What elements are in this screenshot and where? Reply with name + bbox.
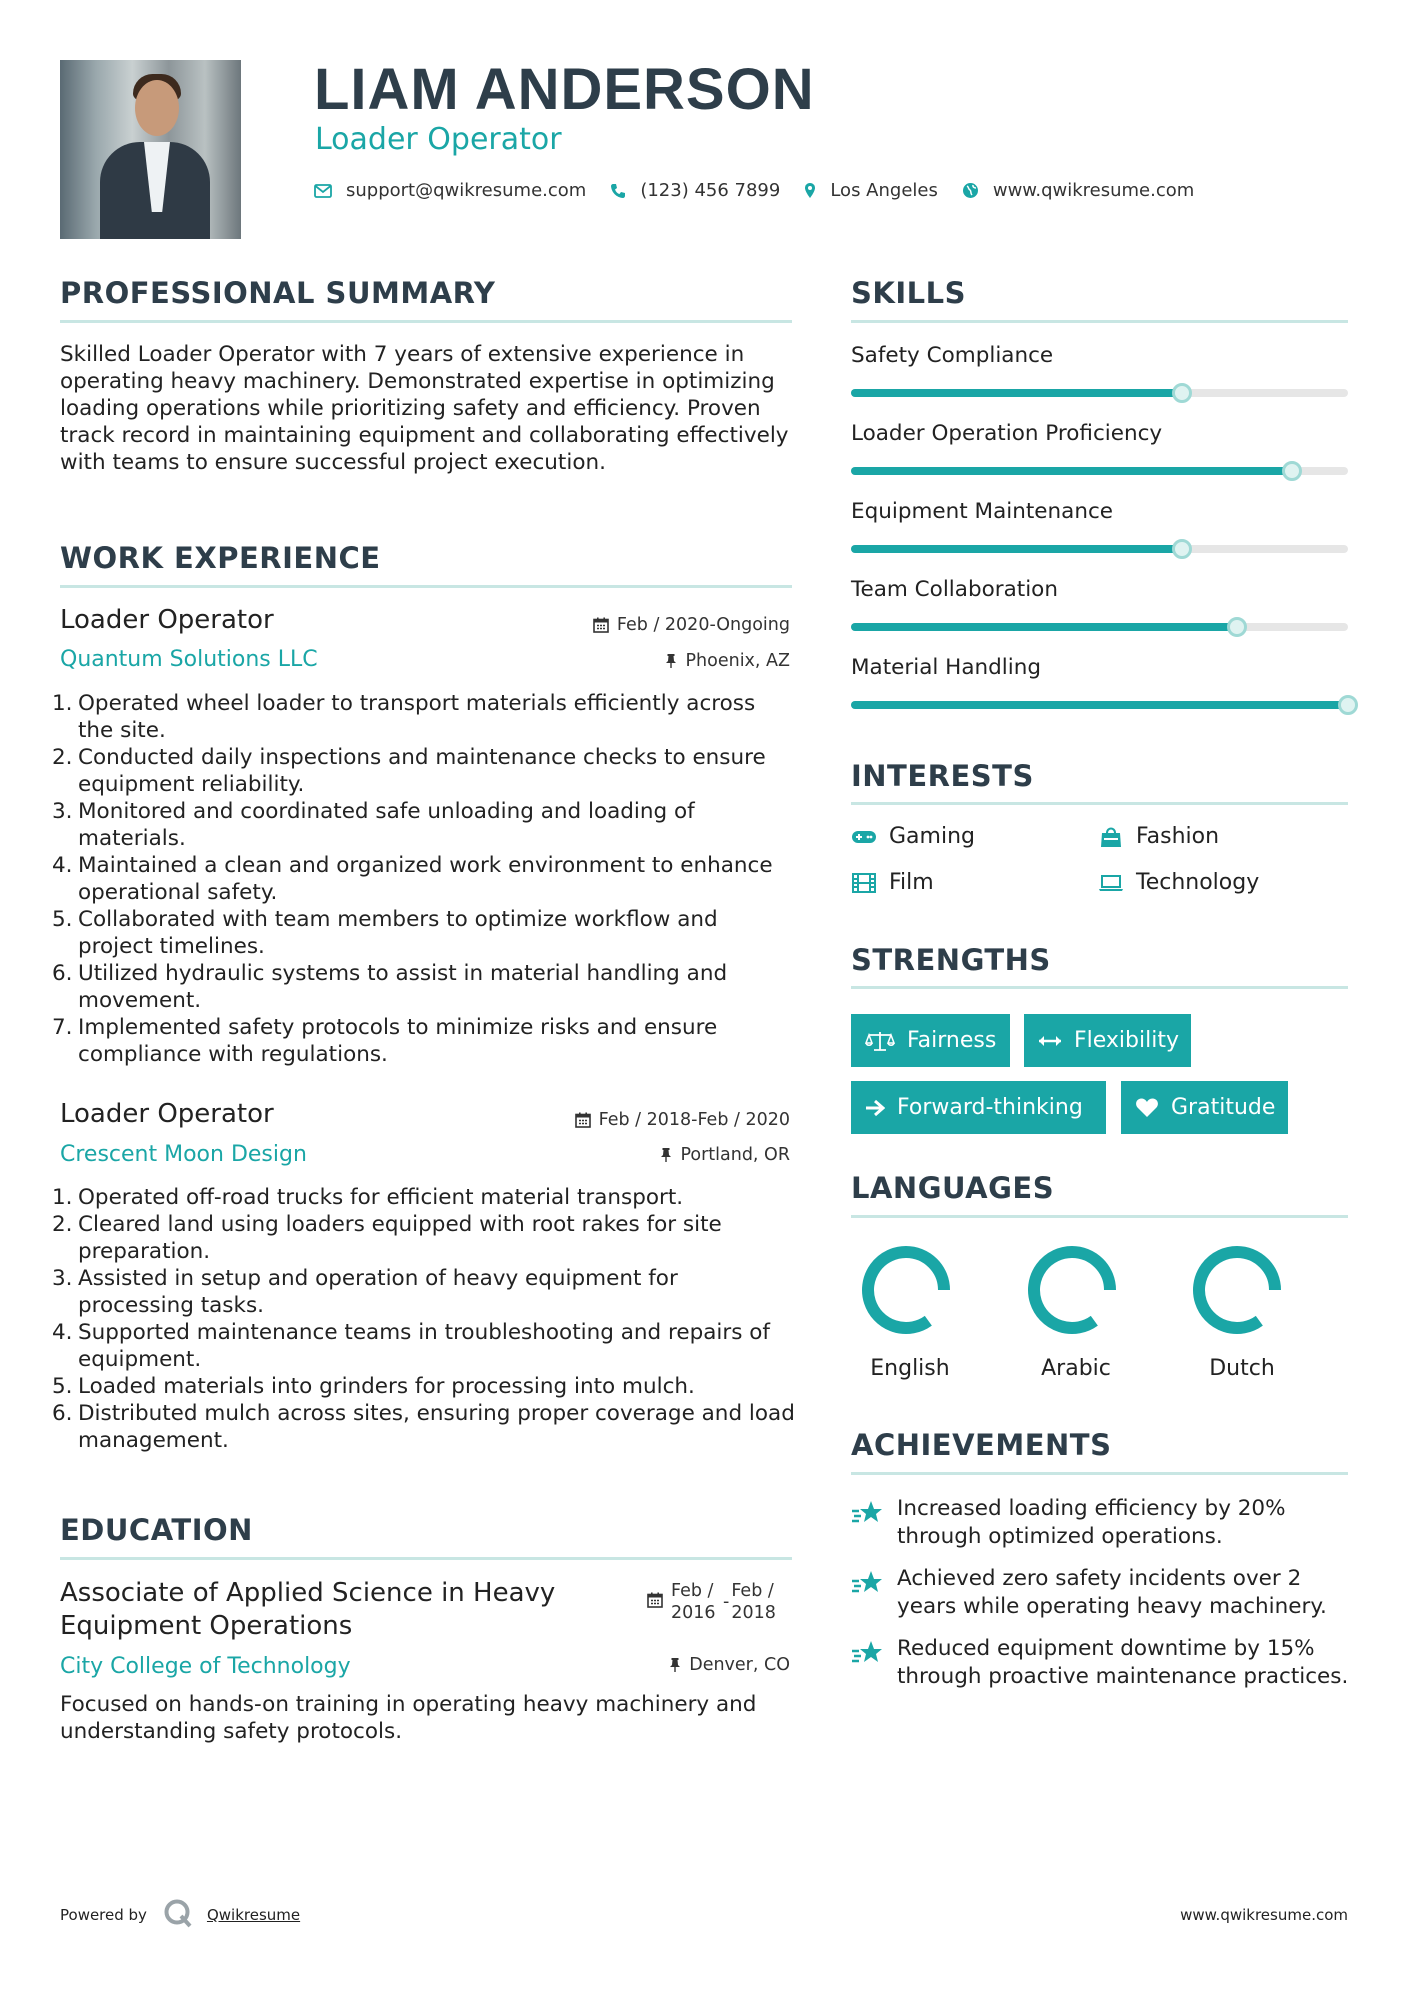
duty-item: 7. Implemented safety protocols to minimize risks and ensure compliance with regulations.	[52, 1015, 718, 1067]
star-award-icon	[851, 1639, 885, 1669]
skill-bar	[851, 623, 1348, 631]
strengths-divider	[851, 986, 1348, 989]
skill-bar-knob	[1227, 617, 1247, 637]
job-1-location-text: Phoenix, AZ	[685, 651, 790, 671]
language-ring	[1187, 1240, 1287, 1340]
pushpin-icon	[665, 653, 677, 669]
job-2-location	[660, 1145, 790, 1165]
interest-label: Technology	[1136, 870, 1260, 895]
pushpin-icon	[660, 1147, 672, 1163]
duty-item: 2. Cleared land using loaders equipped with root rakes for site preparation.	[52, 1212, 722, 1264]
language-ring-arc-tail	[1072, 1252, 1110, 1290]
job-1-role: Loader Operator	[60, 605, 274, 635]
strengths-heading: STRENGTHS	[851, 943, 1051, 977]
achievement-item	[851, 1635, 1351, 1691]
job-1-duties	[52, 690, 795, 1068]
strength-label: Fairness	[907, 1028, 997, 1053]
language-ring-arc	[1034, 1252, 1094, 1328]
qwikresume-logo-icon	[163, 1898, 193, 1932]
footer-website[interactable]: www.qwikresume.com	[1180, 1906, 1348, 1924]
interest-label: Gaming	[889, 824, 975, 849]
arrows-horizontal-icon	[1038, 1034, 1062, 1048]
job-2-company: Crescent Moon Design	[60, 1142, 307, 1167]
skill-label: Material Handling	[851, 655, 1042, 680]
strength-label: Gratitude	[1171, 1095, 1276, 1120]
duty-item: 2. Conducted daily inspections and maintenance checks to ensure equipment reliability.	[52, 745, 766, 797]
achievement-text: Achieved zero safety incidents over 2 years while operating heavy machinery.	[897, 1566, 1327, 1619]
duty-item: 3. Assisted in setup and operation of heavy equipment for processing tasks.	[52, 1266, 678, 1318]
achievement-item	[851, 1495, 1351, 1551]
strength-badge	[851, 1081, 1106, 1134]
summary-divider	[60, 320, 792, 323]
strength-badge	[851, 1014, 1010, 1067]
education-location-text: Denver, CO	[689, 1655, 790, 1675]
interest-item	[1098, 824, 1219, 849]
job-1-location	[665, 651, 790, 671]
language-ring	[1022, 1240, 1122, 1340]
strength-label: Forward-thinking	[897, 1095, 1083, 1120]
contact-website[interactable]: www.qwikresume.com	[992, 180, 1195, 201]
languages-heading: LANGUAGES	[851, 1171, 1055, 1205]
candidate-title: Loader Operator	[315, 122, 562, 157]
strength-label: Flexibility	[1074, 1028, 1179, 1053]
skills-divider	[851, 320, 1348, 323]
achievement-item	[851, 1565, 1351, 1621]
duty-item: 6. Distributed mulch across sites, ensuring proper coverage and load management.	[52, 1401, 795, 1453]
education-heading: EDUCATION	[60, 1513, 253, 1547]
language-ring-arc-tail	[1237, 1252, 1275, 1290]
language-label: English	[870, 1356, 950, 1381]
duty-item: 6. Utilized hydraulic systems to assist in material handling and movement.	[52, 961, 728, 1013]
job-1-dates	[593, 615, 790, 635]
skill-label: Equipment Maintenance	[851, 499, 1113, 524]
education-dates	[647, 1580, 783, 1624]
job-2-role: Loader Operator	[60, 1099, 274, 1129]
job-2-location-text: Portland, OR	[680, 1145, 790, 1165]
interest-item	[851, 870, 934, 895]
education-divider	[60, 1557, 792, 1560]
experience-heading: WORK EXPERIENCE	[60, 541, 381, 575]
achievement-text: Reduced equipment downtime by 15% through proactive maintenance practices.	[897, 1636, 1349, 1689]
duty-item: 4. Supported maintenance teams in troubleshooting and repairs of equipment.	[52, 1320, 770, 1372]
pushpin-icon	[669, 1657, 681, 1673]
education-description: Focused on hands-on training in operating heavy machinery and understanding safety protocols.	[60, 1692, 757, 1744]
job-1-company: Quantum Solutions LLC	[60, 647, 318, 672]
skill-bar-fill	[851, 467, 1292, 475]
skill-bar	[851, 701, 1348, 709]
skill-bar-knob	[1172, 539, 1192, 559]
globe-icon	[962, 182, 979, 199]
language-ring-arc	[868, 1252, 928, 1328]
shopping-bag-icon	[1098, 826, 1124, 848]
language-label: Arabic	[1041, 1356, 1111, 1381]
job-2-dates	[575, 1110, 790, 1130]
qwikresume-link[interactable]: Qwikresume	[206, 1906, 301, 1924]
footer-branding	[60, 1898, 300, 1932]
skill-bar-knob	[1338, 695, 1358, 715]
interest-item	[851, 824, 975, 849]
contact-bar	[314, 180, 1218, 201]
phone-icon	[610, 183, 626, 199]
calendar-icon	[593, 617, 609, 633]
skill-bar-knob	[1282, 461, 1302, 481]
contact-location: Los Angeles	[830, 180, 938, 201]
experience-divider	[60, 585, 792, 588]
job-2-duties	[52, 1184, 795, 1454]
film-icon	[851, 872, 877, 894]
candidate-name: LIAM ANDERSON	[314, 57, 815, 122]
duty-item: 3. Monitored and coordinated safe unloading and loading of materials.	[52, 799, 695, 851]
language-ring-arc-tail	[906, 1252, 944, 1290]
education-location	[669, 1655, 790, 1675]
skills-heading: SKILLS	[851, 276, 966, 310]
language-label: Dutch	[1209, 1356, 1275, 1381]
balance-scale-icon	[865, 1030, 895, 1052]
interests-divider	[851, 802, 1348, 805]
skill-bar-fill	[851, 389, 1182, 397]
education-end: Feb / 2018	[731, 1581, 776, 1623]
interest-item	[1098, 870, 1259, 895]
skill-label: Loader Operation Proficiency	[851, 421, 1163, 446]
profile-photo	[60, 60, 241, 239]
language-ring	[856, 1240, 956, 1340]
strength-badge	[1121, 1081, 1288, 1134]
education-degree: Associate of Applied Science in Heavy Equipment Operations	[60, 1578, 556, 1641]
skill-bar-fill	[851, 545, 1182, 553]
arrow-right-icon	[865, 1099, 885, 1117]
skill-bar-fill	[851, 623, 1237, 631]
skill-label: Team Collaboration	[851, 577, 1058, 602]
date-separator: -	[723, 1592, 730, 1612]
achievements-heading: ACHIEVEMENTS	[851, 1428, 1112, 1462]
star-award-icon	[851, 1499, 885, 1529]
job-1-dates-text: Feb / 2020-Ongoing	[616, 615, 790, 635]
job-2-dates-text: Feb / 2018-Feb / 2020	[598, 1110, 790, 1130]
duty-item: 1. Operated wheel loader to transport materials efficiently across the site.	[52, 691, 756, 743]
skill-bar-knob	[1172, 383, 1192, 403]
location-pin-icon	[804, 182, 816, 199]
calendar-icon	[575, 1112, 591, 1128]
star-award-icon	[851, 1569, 885, 1599]
achievement-text: Increased loading efficiency by 20% through optimized operations.	[897, 1496, 1286, 1549]
duty-item: 5. Loaded materials into grinders for processing into mulch.	[52, 1374, 695, 1399]
education-school: City College of Technology	[60, 1654, 351, 1679]
strength-badge	[1024, 1014, 1191, 1067]
skill-label: Safety Compliance	[851, 343, 1054, 368]
interest-label: Fashion	[1136, 824, 1220, 849]
email-icon	[314, 184, 332, 198]
duty-item: 1. Operated off-road trucks for efficient material transport.	[52, 1185, 684, 1210]
summary-heading: PROFESSIONAL SUMMARY	[60, 276, 496, 310]
skill-bar	[851, 389, 1348, 397]
powered-by-text: Powered by	[60, 1906, 147, 1924]
summary-text: Skilled Loader Operator with 7 years of extensive experience in operating heavy machinery. Demonstrated expertise in optimizing loading operations while prioritizing safety and efficiency. Proven track record in maintaining equipment and collaborating effectively with teams to ensure successful project execution.	[60, 342, 789, 475]
laptop-icon	[1098, 872, 1124, 894]
skill-bar	[851, 467, 1348, 475]
achievements-divider	[851, 1472, 1348, 1475]
duty-item: 5. Collaborated with team members to optimize workflow and project timelines.	[52, 907, 718, 959]
education-start: Feb / 2016	[671, 1581, 716, 1623]
language-ring-arc	[1199, 1252, 1259, 1328]
skill-bar	[851, 545, 1348, 553]
duty-item: 4. Maintained a clean and organized work environment to enhance operational safety.	[52, 853, 773, 905]
contact-phone[interactable]: (123) 456 7899	[640, 180, 781, 201]
heart-icon	[1135, 1097, 1159, 1118]
interest-label: Film	[889, 870, 934, 895]
gamepad-icon	[851, 826, 877, 848]
calendar-icon	[647, 1592, 663, 1608]
skill-bar-fill	[851, 701, 1348, 709]
contact-email[interactable]: support@qwikresume.com	[346, 180, 587, 201]
languages-divider	[851, 1215, 1348, 1218]
interests-heading: INTERESTS	[851, 759, 1034, 793]
